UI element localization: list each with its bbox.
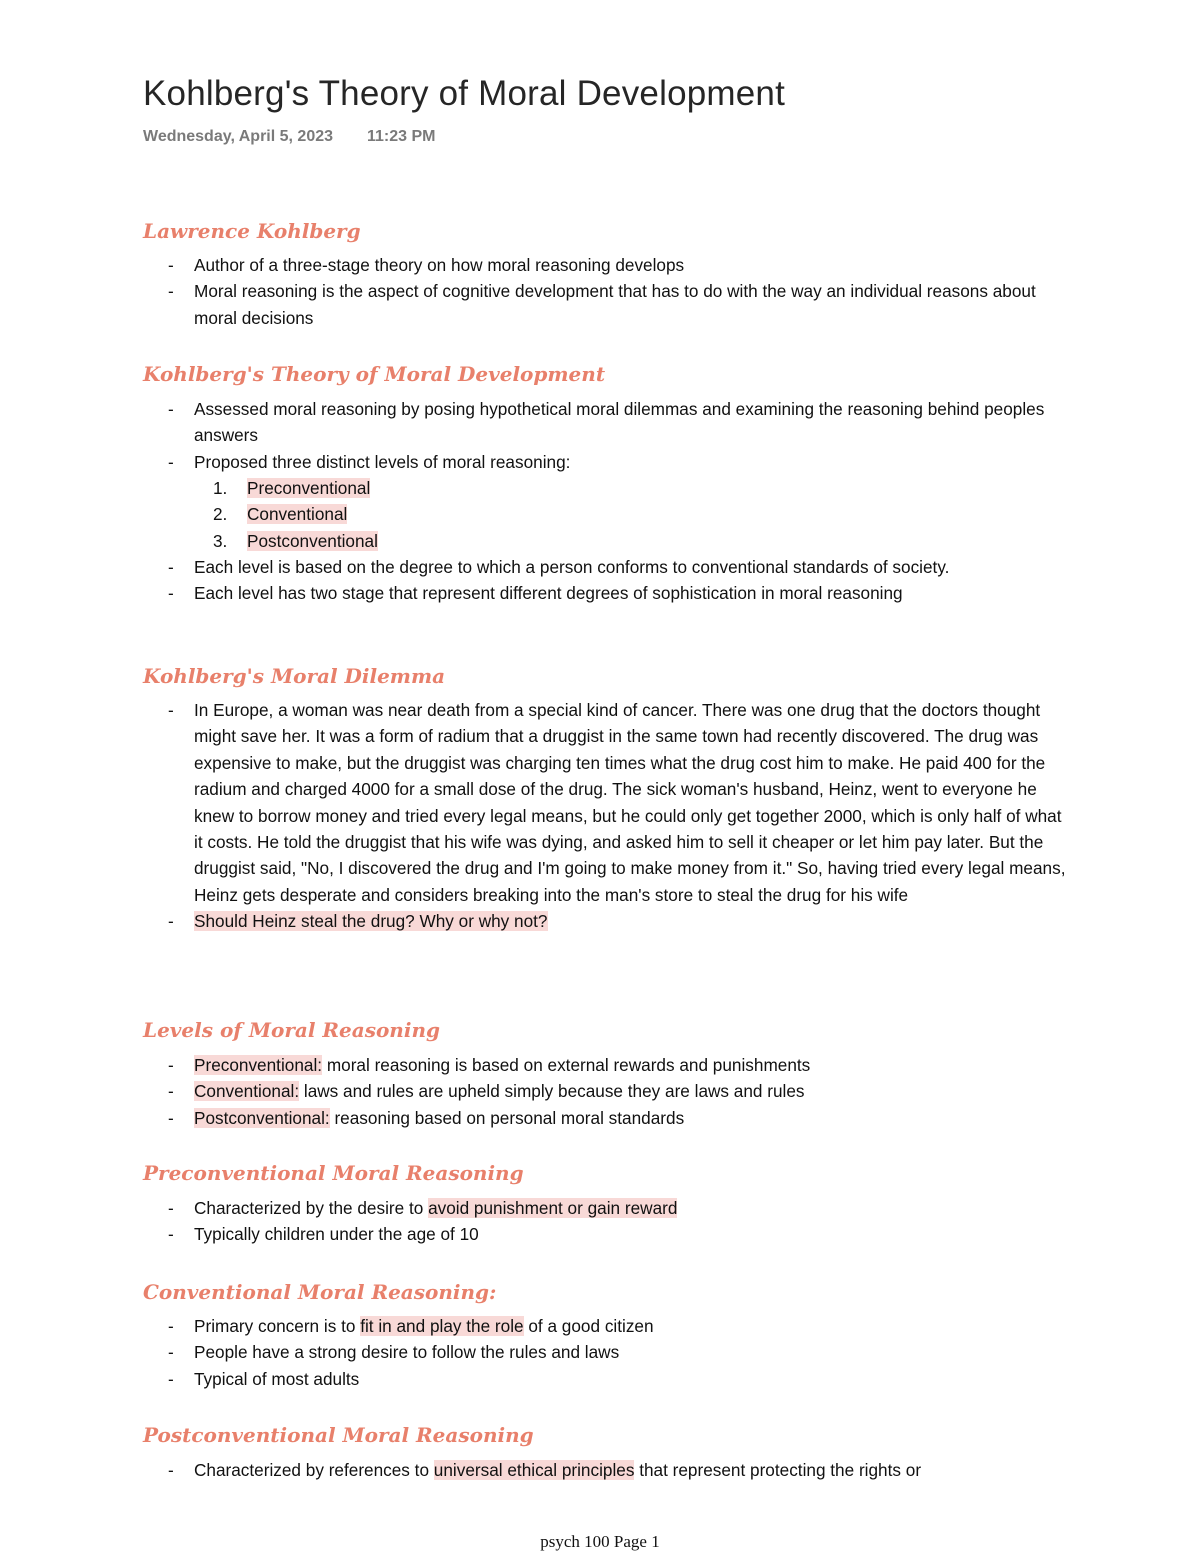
bullet-dash: - [168,281,174,302]
bullet-dash: - [168,1081,174,1102]
bullet-dash: - [168,911,174,932]
list-item: - Each level is based on the degree to which a person conforms to conventional standards of society. [168,554,1068,580]
highlighted-text: avoid punishment or gain reward [428,1198,678,1218]
list-item: - Conventional: laws and rules are upheld simply because they are laws and rules [168,1078,1068,1104]
list-item: - Typically children under the age of 10 [168,1221,1068,1247]
page-time: 11:23 PM [367,128,436,145]
list-item: - Proposed three distinct levels of moral reasoning: [168,449,1068,475]
page-footer: psych 100 Page 1 [540,1532,660,1551]
list-item: - Moral reasoning is the aspect of cognitive development that has to do with the way an individual reasons about moral decisions [168,278,1068,331]
bullet-dash: - [168,583,174,604]
bullet-dash: - [168,1224,174,1245]
bullet-dash: - [168,255,174,275]
list-item: - Typical of most adults [168,1366,1068,1392]
highlighted-text: Preconventional [247,478,371,498]
section-heading-theory: Kohlberg's Theory of Moral Development [143,362,606,386]
section-heading-postconventional: Postconventional Moral Reasoning [143,1423,534,1447]
list-item: - Postconventional: reasoning based on personal moral standards [168,1105,1068,1131]
bullet-dash: - [168,1342,174,1363]
list-item: - Each level has two stage that represent different degrees of sophistication in moral reasoning [168,580,1068,606]
list-item: - Characterized by the desire to avoid punishment or gain reward [168,1195,1068,1221]
bullet-list [168,396,1068,475]
list-item: - Assessed moral reasoning by posing hypothetical moral dilemmas and examining the reasoning behind peoples answers [168,396,1068,449]
list-item [168,908,1068,934]
list-item: - Characterized by references to universal ethical principles that represent protecting the rights or [168,1457,1068,1483]
bullet-list [168,554,1068,607]
page-title: Kohlberg's Theory of Moral Development [143,74,786,113]
bullet-list [168,252,1068,331]
highlighted-term: Preconventional: [194,1055,323,1075]
bullet-dash: - [168,700,174,720]
bullet-dash: - [168,1055,174,1075]
bullet-dash: - [168,1107,174,1128]
highlighted-text: Should Heinz steal the drug? Why or why not? [194,911,548,932]
highlighted-text: universal ethical principles [433,1460,635,1480]
bullet-dash: - [168,1368,174,1389]
section-heading-levels: Levels of Moral Reasoning [143,1018,440,1042]
list-item: - Primary concern is to fit in and play the role of a good citizen [168,1313,1068,1339]
page-timestamp [143,128,436,146]
page-date: Wednesday, April 5, 2023 [143,128,334,145]
highlighted-text: fit in and play the role [360,1316,524,1336]
section-heading-preconventional: Preconventional Moral Reasoning [143,1161,524,1185]
numbered-list [213,475,378,554]
bullet-list [168,1313,1068,1392]
bullet-dash: - [168,399,174,419]
list-item: 3. Postconventional [213,530,378,551]
highlighted-term: Conventional: [194,1081,300,1102]
bullet-dash: - [168,1460,174,1480]
bullet-list [168,1052,1068,1131]
bullet-list [168,697,1068,935]
highlighted-term: Postconventional: [194,1107,330,1128]
section-heading-moral-dilemma: Kohlberg's Moral Dilemma [143,664,446,688]
bullet-list [168,1457,1068,1483]
bullet-list [168,1195,1068,1248]
list-item: - In Europe, a woman was near death from a special kind of cancer. There was one drug that the doctors thought might save her. It was a form of radium that a druggist in the same town had recently discovered. The drug was expensive to make, but the druggist was charging ten times what the drug cost him to make. He paid 400 for the radium and charged 4000 for a small dose of the drug. The sick woman's husband, Heinz, went to everyone he knew to borrow money and tried every legal means, but he could only get together 2000, which is only half of what it costs. He told the druggist that his wife was dying, and asked him to sell it cheaper or let him pay later. But the druggist said, "No, I discovered the drug and I'm going to make money from it." So, having tried every legal means, Heinz gets desperate and considers breaking into the man's store to steal the drug for his wife [168,697,1068,908]
highlighted-text: Conventional [247,504,348,525]
bullet-dash: - [168,557,174,577]
list-item: - Preconventional: moral reasoning is based on external rewards and punishments [168,1052,1068,1078]
section-heading-conventional: Conventional Moral Reasoning: [143,1280,497,1304]
bullet-dash: - [168,451,174,472]
list-item: - People have a strong desire to follow the rules and laws [168,1339,1068,1365]
list-item: 1. Preconventional [213,478,371,498]
list-item: 2. Conventional [213,504,348,525]
bullet-dash: - [168,1316,174,1336]
bullet-dash: - [168,1198,174,1218]
list-item: - Author of a three-stage theory on how moral reasoning develops [168,252,1068,278]
section-heading-lawrence-kohlberg: Lawrence Kohlberg [143,219,361,243]
highlighted-text: Postconventional [247,530,378,551]
